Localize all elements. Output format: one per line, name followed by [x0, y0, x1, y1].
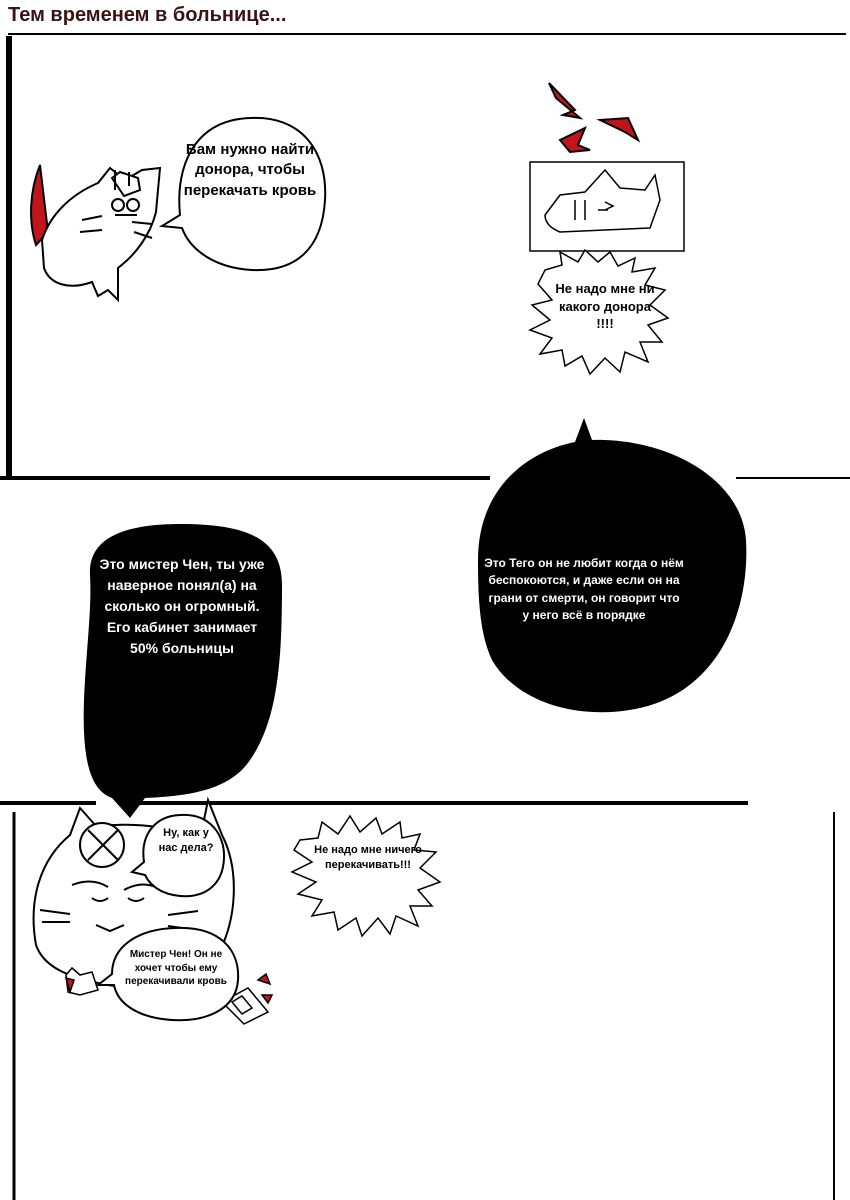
patient-shout-text: Не надо мне ни какого донора !!!! — [555, 281, 655, 332]
chen-speech-text: Ну, как у нас дела? — [158, 827, 214, 854]
alarm-marks — [549, 83, 638, 152]
nurse-cat-drawing — [31, 165, 160, 300]
hospital-bed-drawing — [530, 162, 684, 251]
narration-left-text: Это мистер Чен, ты уже наверное понял(а) на сколько он огромный. Его кабинет занимает 50% больницы — [99, 556, 265, 656]
page-caption: Тем временем в больнице... — [8, 4, 287, 26]
patient-shout-bubble-2 — [292, 816, 440, 936]
nurse-speech-text-2: Мистер Чен! Он не хочет чтобы ему перекачивали кровь — [125, 949, 227, 987]
nurse-speech-text: Вам нужно найти донора, чтобы перекачать кровь — [183, 141, 317, 199]
narration-right-text: Это Тего он не любит когда о нём беспокоются, и даже если он на грани от смерти, он говорит что у него всё в порядке — [484, 556, 684, 623]
patient-shout-text-2: Не надо мне ничего перекачивать!!! — [314, 844, 422, 871]
